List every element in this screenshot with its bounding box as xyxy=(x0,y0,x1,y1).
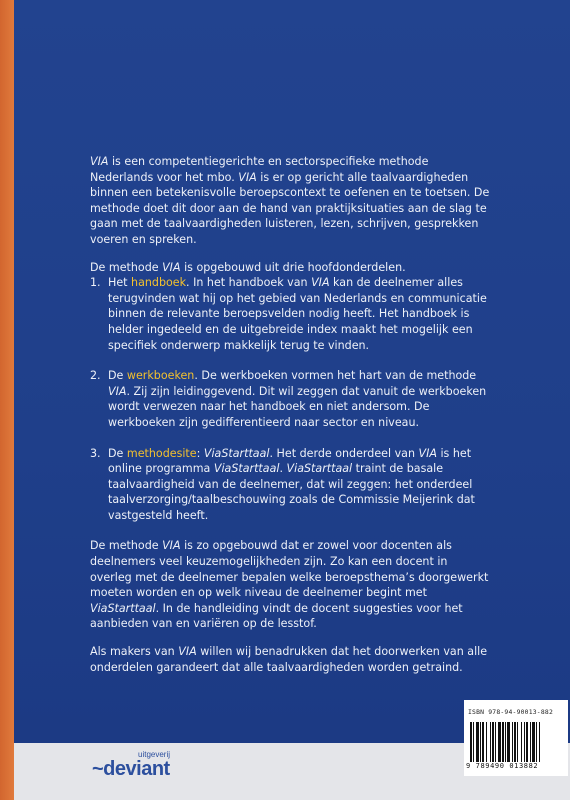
brand-name: VIA xyxy=(418,446,437,460)
site-name: ViaStarttaal xyxy=(213,462,280,476)
list-number: 3. xyxy=(90,446,101,460)
barcode-bar xyxy=(505,722,506,762)
barcode-bar xyxy=(532,722,535,762)
barcode-bar xyxy=(536,722,537,762)
barcode-bar xyxy=(480,722,481,762)
barcode-bar xyxy=(521,722,522,762)
brand-name: VIA xyxy=(311,276,330,290)
barcode-digits: 9 789490 013882 xyxy=(466,762,539,770)
barcode-bar xyxy=(517,722,518,762)
barcode-bar xyxy=(498,722,501,762)
barcode-bar xyxy=(539,722,540,762)
barcode-bar xyxy=(514,722,516,762)
intro-paragraph: VIA is een competentiegerichte en sectorspecifieke methode Nederlands voor het mbo. VIA is er op gericht alle taalvaardigheden binnen een betekenisvolle beroepscontext te oefenen en te toetsen. De methode doet dit door aan de hand van praktijksituaties aan de slag te gaan met de taalvaardigheden luisteren, lezen, schrijven, gesprekken voeren en spreken. xyxy=(90,155,490,246)
barcode-bar xyxy=(530,722,531,762)
closing-paragraph: Als makers van VIA willen wij benadrukken dat het doorwerken van alle onderdelen garandeert dat alle taalvaardigheden worden getraind. xyxy=(90,645,488,674)
highlight-methodesite: methodesite xyxy=(126,446,197,460)
choice-paragraph: De methode VIA is zo opgebouwd dat er zowel voor docenten als deelnemers veel keuzemogelijkheden zijn. Zo kan een docent in overleg met de deelnemer bepalen welke beroepsthema’s doorgewerkt moeten worden en op welk niveau de deelnemer begint met ViaStarttaal. In de handleiding vindt de docent suggesties voor het aanbieden van en variëren op de lesstof. xyxy=(90,539,489,631)
blurb-text xyxy=(90,154,492,687)
site-name: ViaStarttaal xyxy=(90,601,156,615)
highlight-handboek: handboek xyxy=(131,276,187,290)
barcode-bar xyxy=(473,722,474,762)
publisher-name: ~deviant xyxy=(92,758,170,780)
brand-name: VIA xyxy=(162,260,181,274)
spine-edge xyxy=(0,0,14,800)
brand-name: VIA xyxy=(162,539,181,553)
site-name: ViaStarttaal xyxy=(286,462,353,476)
barcode-bar xyxy=(507,722,510,762)
brand-name: VIA xyxy=(90,155,109,168)
list-item-werkboeken: 2. De werkboeken. De werkboeken vormen het hart van de methode VIA. Zij zijn leidinggevend. Dit wil zeggen dat vanuit de werkboeken wordt verwezen naar het handboek en niet andersom. De werkboeken zijn gedifferentieerd naar sector en niveau. xyxy=(90,369,487,429)
publisher-label: uitgeverij xyxy=(138,750,171,759)
brand-name: VIA xyxy=(108,384,127,398)
highlight-werkboeken: werkboeken xyxy=(126,369,195,383)
list-number: 1. xyxy=(90,276,101,290)
brand-name: VIA xyxy=(178,645,197,659)
barcode-bar xyxy=(512,722,513,762)
blue-text-panel xyxy=(14,0,570,743)
barcode-bar xyxy=(492,722,494,762)
barcode-bar xyxy=(476,722,479,762)
brand-name: VIA xyxy=(238,170,257,184)
isbn-text: ISBN 978-94-90013-882 xyxy=(468,708,553,716)
list-item-methodesite: 3. De methodesite: ViaStarttaal. Het derde onderdeel van VIA is het online programma ViaStarttaal. ViaStarttaal traint de basale taalvaardigheid van de deelnemer, dat wil zeggen: het onderdeel taalverzorging/taalbeschouwing zoals de Commissie Meijerink dat vastgesteld heeft. xyxy=(90,446,475,522)
site-name: ViaStarttaal xyxy=(203,446,270,460)
publisher-logo xyxy=(92,750,172,796)
barcode-bar xyxy=(524,722,525,762)
barcode-bar xyxy=(470,722,472,762)
back-cover xyxy=(14,0,570,800)
barcode-bar xyxy=(486,722,487,762)
barcode-bar xyxy=(490,722,491,762)
barcode-label xyxy=(464,700,568,776)
barcode-bar xyxy=(526,722,528,762)
barcode-bar xyxy=(502,722,504,762)
barcode-bars xyxy=(470,722,562,762)
list-number: 2. xyxy=(90,369,101,383)
barcode-bar xyxy=(495,722,496,762)
barcode-bar xyxy=(482,722,484,762)
structure-paragraph: De methode VIA is opgebouwd uit drie hoofdonderdelen. xyxy=(90,260,406,274)
list-item-handboek: 1. Het handboek. In het handboek van VIA kan de deelnemer alles terugvinden wat hij op het gebied van Nederlands en communicatie binnen de relevante beroepsvelden nodig heeft. Het handboek is helder ingedeeld en de uitgebreide index maakt het mogelijk een specifiek onderwerp makkelijk terug te vinden. xyxy=(90,276,487,352)
